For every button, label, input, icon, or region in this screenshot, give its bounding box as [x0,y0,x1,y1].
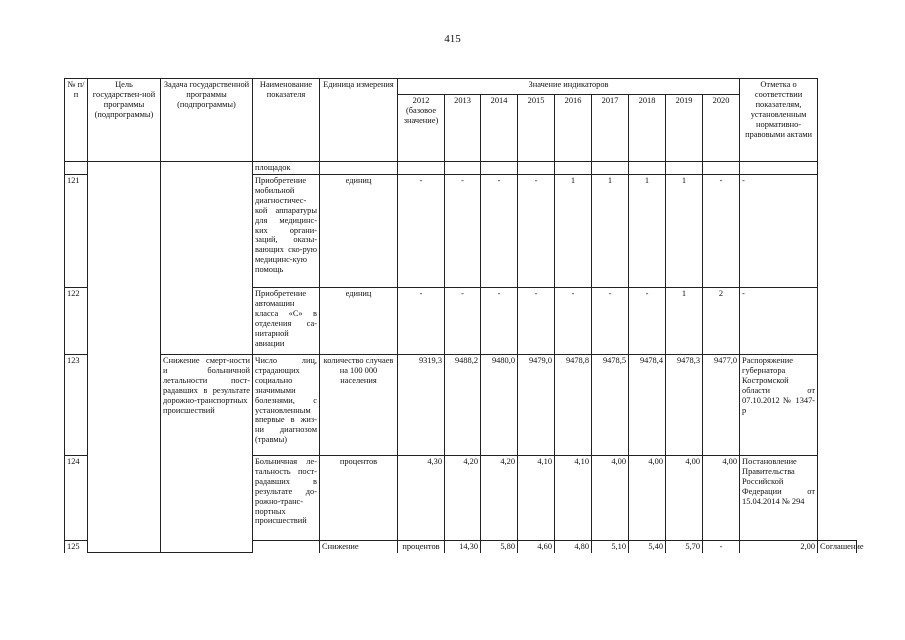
cell-unit: количество случаев на 100 000 населения [320,355,398,456]
cell-indicator: площадок [253,162,320,175]
cell-num: 125 [65,541,88,553]
cell-value: 5,40 [629,541,666,553]
cell-value: - [629,288,666,355]
cell-value: - [518,175,555,288]
cell-note: Постановление Правительства Российской Федерации от 15.04.2014 № 294 [740,456,818,541]
header-year: 2017 [592,95,629,162]
cell-value: - [481,175,518,288]
cell-value: 4,10 [518,456,555,541]
cell-value [703,162,740,175]
cell-value: 5,80 [481,541,518,553]
header-year-base: 2012 (базовое значение) [398,95,445,162]
cell-task-merged [161,162,253,355]
header-row-1 [65,79,857,95]
cell-value [398,162,445,175]
cell-value: - [703,175,740,288]
cell-value: 2 [703,288,740,355]
header-year: 2015 [518,95,555,162]
header-year: 2019 [666,95,703,162]
cell-value: - [518,288,555,355]
header-values: Значение индикаторов [398,79,740,95]
cell-value: - [445,288,481,355]
cell-value: - [481,288,518,355]
cell-num: 121 [65,175,88,288]
header-year: 2013 [445,95,481,162]
table-row [65,355,857,456]
cell-unit: процентов [320,456,398,541]
header-year: 2020 [703,95,740,162]
cell-unit: процентов [398,541,445,553]
cell-value [629,162,666,175]
cell-indicator: Приобретение автомашин класса «С» в отделения са-нитарной авиации [253,288,320,355]
header-task: Задача государственной программы (подпрограммы) [161,79,253,162]
cell-value: 4,00 [703,456,740,541]
cell-value: 4,30 [398,456,445,541]
header-year: 2018 [629,95,666,162]
cell-indicator: Снижение [320,541,398,553]
cell-value: 14,30 [445,541,481,553]
cell-value: 9488,2 [445,355,481,456]
cell-value: 9478,3 [666,355,703,456]
cell-value [445,162,481,175]
cell-value: 5,10 [592,541,629,553]
cell-value: 1 [592,175,629,288]
cell-value: 1 [629,175,666,288]
cell-value: 4,00 [666,456,703,541]
header-note: Отметка о соответствии показателям, установленным нормативно-правовыми актами [740,79,818,162]
cell-value: 9478,4 [629,355,666,456]
cell-note [740,162,818,175]
header-year: 2016 [555,95,592,162]
header-unit: Единица измерения [320,79,398,162]
cell-value: 4,10 [555,456,592,541]
cell-value [555,162,592,175]
cell-note: - [740,175,818,288]
cell-value: 1 [666,288,703,355]
cell-value: 2,00 [740,541,818,553]
cell-unit [320,162,398,175]
cell-goal-merged [88,162,161,553]
cell-indicator: Больничная ле-тальность пост-радавших в результате до-рожно-транс-портных происшествий [253,456,320,541]
cell-value: - [445,175,481,288]
cell-num: 122 [65,288,88,355]
cell-value: 4,00 [592,456,629,541]
cell-note: - [740,288,818,355]
cell-value: 9478,8 [555,355,592,456]
cell-value [518,162,555,175]
cell-value: 9478,5 [592,355,629,456]
cell-value: 1 [555,175,592,288]
cell-value [592,162,629,175]
cell-value [481,162,518,175]
cell-value: 9479,0 [518,355,555,456]
header-year: 2014 [481,95,518,162]
cell-num [65,162,88,175]
cell-value: 4,20 [481,456,518,541]
cell-value: 4,60 [518,541,555,553]
cell-unit: единиц [320,175,398,288]
header-indicator: Наименование показателя [253,79,320,162]
cell-indicator: Приобретение мобильной диагностичес-кой аппаратуры для медицинс-ких органи-заций, оказы-вающих ско-рую медицинс-кую помощь [253,175,320,288]
cell-task: Снижение смерт-ности и больничной летальности пост-радавших в результате дорожно-транспортных происшествий [161,355,253,553]
cell-value: 4,00 [629,456,666,541]
cell-value: 9477,0 [703,355,740,456]
cell-value: 4,80 [555,541,592,553]
cell-value: 9480,0 [481,355,518,456]
cell-note: Распоряжение губернатора Костромской области от 07.10.2012 № 1347-р [740,355,818,456]
cell-value: - [703,541,740,553]
cell-value: 5,70 [666,541,703,553]
table-row-continuation [65,162,857,175]
cell-task [253,541,320,553]
page-number: 415 [444,33,461,45]
cell-value: - [398,288,445,355]
cell-value: - [555,288,592,355]
cell-value: 9319,3 [398,355,445,456]
cell-indicator: Число лиц, страдающих социально значимыми болезнями, с установленным впервые в жиз-ни диагнозом (травмы) [253,355,320,456]
cell-value: 4,20 [445,456,481,541]
cell-value [666,162,703,175]
cell-value: - [592,288,629,355]
header-goal: Цель государствен-ной программы (подпрограммы) [88,79,161,162]
cell-value: - [398,175,445,288]
cell-num: 124 [65,456,88,541]
cell-note: Соглашение [818,541,857,553]
cell-num: 123 [65,355,88,456]
indicators-table [64,78,864,553]
cell-unit: единиц [320,288,398,355]
cell-value: 1 [666,175,703,288]
header-num: № п/п [65,79,88,162]
